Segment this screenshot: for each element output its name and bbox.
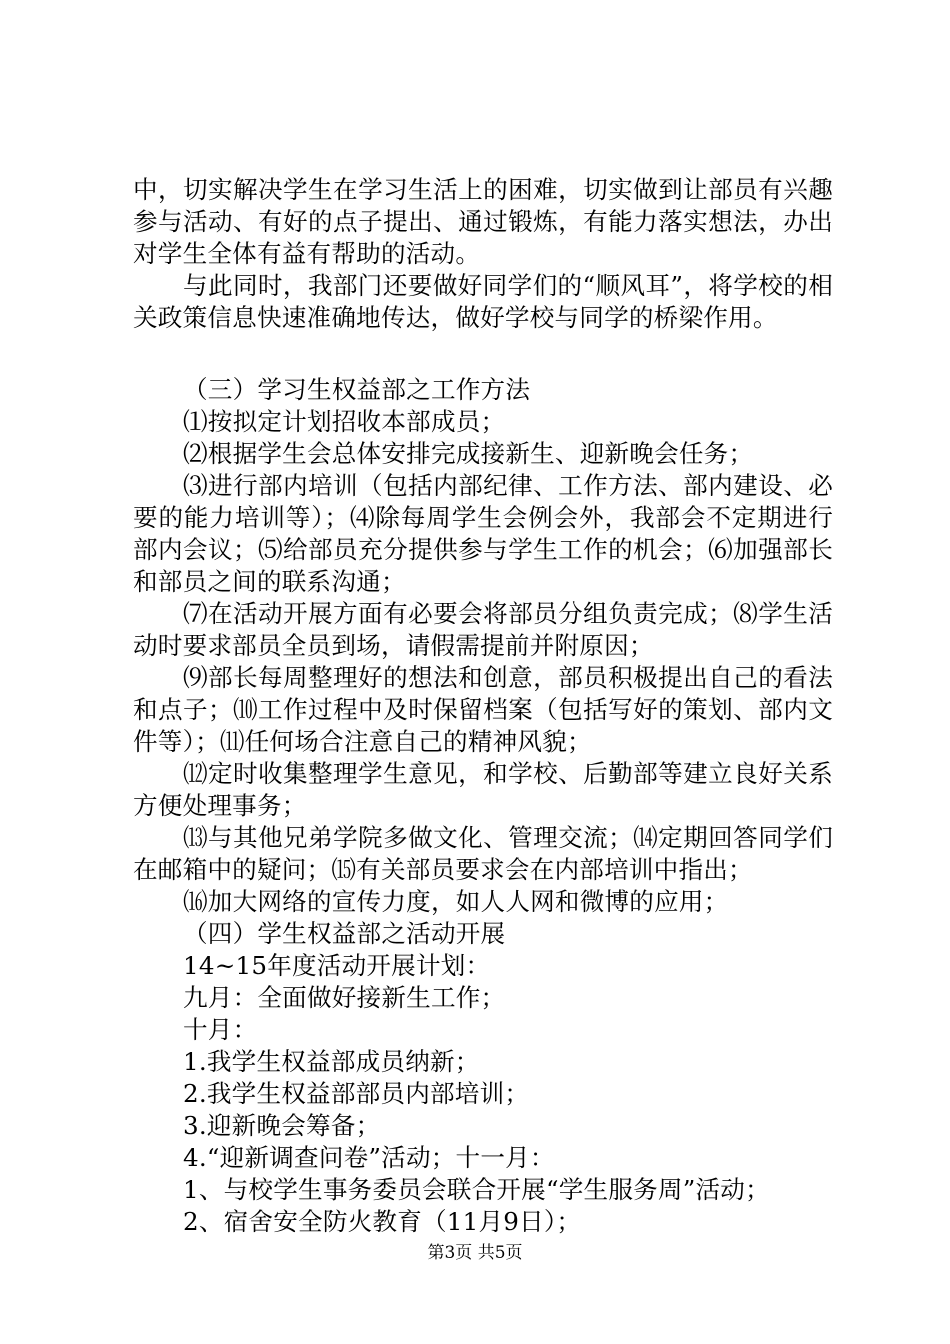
plan-line: 3.迎新晚会筹备； xyxy=(183,1111,381,1140)
plan-line: 十月： xyxy=(183,1015,258,1044)
section-heading-methods: （三）学习生权益部之工作方法 xyxy=(183,375,531,404)
list-item: ⒃加大网络的宣传力度，如人人网和微博的应用； xyxy=(183,887,729,916)
list-item: ⑴按拟定计划招收本部成员； xyxy=(183,407,506,436)
page-footer: 第3页 共5页 xyxy=(427,1243,523,1263)
list-item: ⑺在活动开展方面有必要会将部员分组负责完成；⑻学生活动时要求部员全员到场，请假需提前并附原因； xyxy=(133,599,833,660)
list-item: ⑼部长每周整理好的想法和创意，部员积极提出自己的看法和点子；⑽工作过程中及时保留档案（包括写好的策划、部内文件等）；⑾任何场合注意自己的精神风貌； xyxy=(133,663,833,756)
plan-line: 2、宿舍安全防火教育（11月9日）； xyxy=(183,1207,582,1236)
list-item: ⑶进行部内培训（包括内部纪律、工作方法、部内建设、必要的能力培训等）；⑷除每周学生会例会外，我部会不定期进行部内会议；⑸给部员充分提供参与学生工作的机会；⑹加强部长和部员之间的联系沟通； xyxy=(133,471,833,596)
paragraph: 与此同时，我部门还要做好同学们的“顺风耳”，将学校的相关政策信息快速准确地传达，做好学校与同学的桥梁作用。 xyxy=(133,271,833,332)
section-heading-activities: （四）学生权益部之活动开展 xyxy=(183,919,506,948)
list-item: ⒀与其他兄弟学院多做文化、管理交流；⒁定期回答同学们在邮箱中的疑问；⒂有关部员要求会在内部培训中指出； xyxy=(133,823,833,884)
plan-line: 1.我学生权益部成员纳新； xyxy=(183,1047,480,1076)
plan-line: 2.我学生权益部部员内部培训； xyxy=(183,1079,530,1108)
document-body xyxy=(133,174,833,1238)
paragraph-gap xyxy=(133,334,833,374)
plan-line: 14~15年度活动开展计划： xyxy=(183,951,491,980)
list-item: ⑿定时收集整理学生意见，和学校、后勤部等建立良好关系方便处理事务； xyxy=(133,759,833,820)
plan-line: 九月：全面做好接新生工作； xyxy=(183,983,506,1012)
paragraph: 中，切实解决学生在学习生活上的困难，切实做到让部员有兴趣参与活动、有好的点子提出、通过锻炼，有能力落实想法，办出对学生全体有益有帮助的活动。 xyxy=(133,175,833,268)
plan-line: 1、与校学生事务委员会联合开展“学生服务周”活动； xyxy=(183,1175,770,1204)
list-item: ⑵根据学生会总体安排完成接新生、迎新晚会任务； xyxy=(183,439,754,468)
plan-line: 4.“迎新调查问卷”活动；十一月： xyxy=(183,1143,555,1172)
